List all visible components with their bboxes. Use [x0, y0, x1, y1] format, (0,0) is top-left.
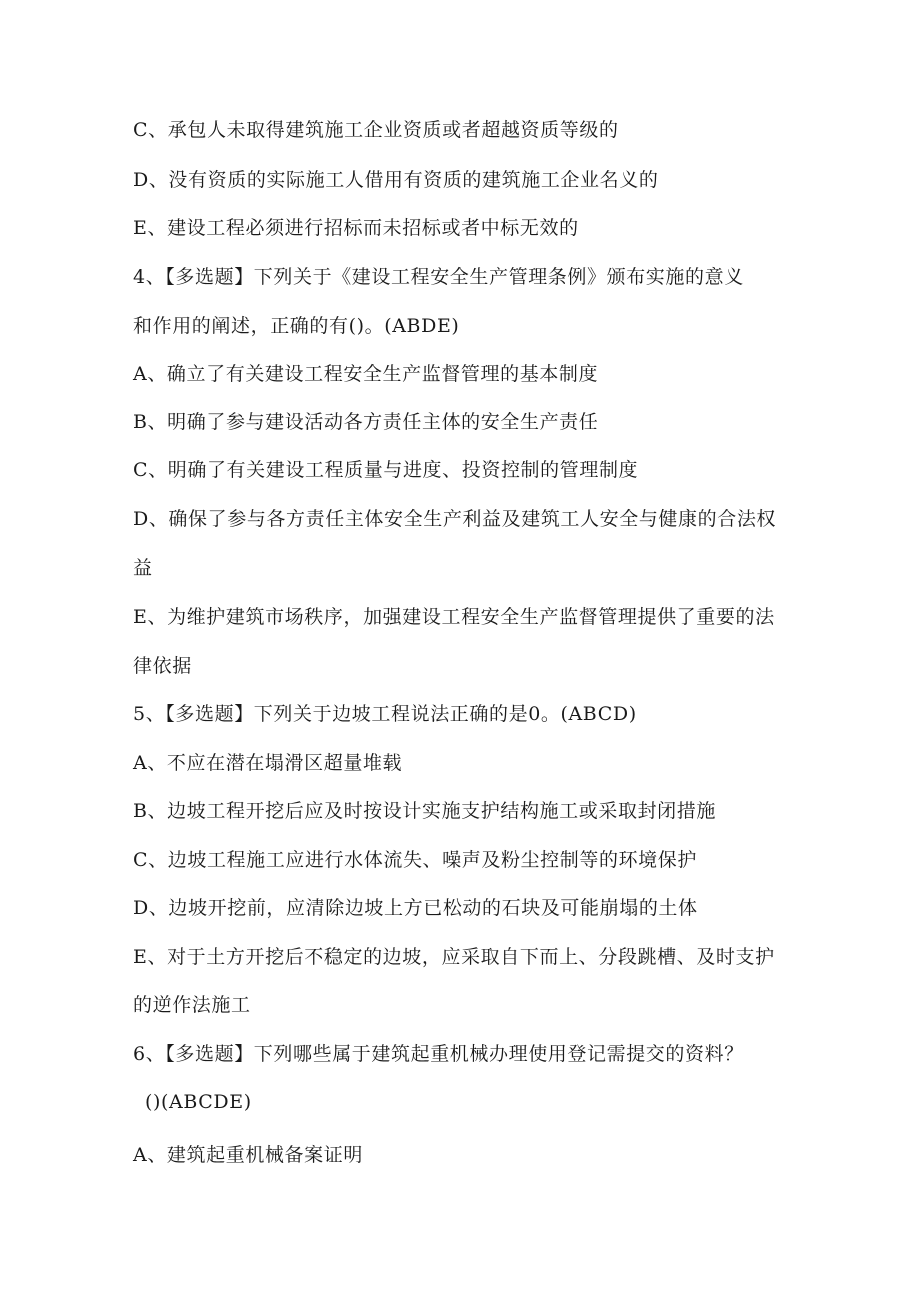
option-a-q4: A、确立了有关建设工程安全生产监督管理的基本制度 — [133, 363, 599, 385]
option-d-q4-line-2: 益 — [133, 557, 153, 579]
option-b-q5: B、边坡工程开挖后应及时按设计实施支护结构施工或采取封闭措施 — [133, 800, 716, 822]
option-d-q4-line-1: D、确保了参与各方责任主体安全生产利益及建筑工人安全与健康的合法权 — [133, 508, 777, 530]
option-e-q5-line-1: E、对于土方开挖后不稳定的边坡，应采取自下而上、分段跳槽、及时支护 — [133, 946, 775, 968]
option-c-q4: C、明确了有关建设工程质量与进度、投资控制的管理制度 — [133, 459, 639, 481]
question-6-line-2: ()(ABCDE) — [145, 1091, 252, 1113]
option-e-q4-line-1: E、为维护建筑市场秩序，加强建设工程安全生产监督管理提供了重要的法 — [133, 606, 775, 628]
option-e-q5-line-2: 的逆作法施工 — [133, 994, 251, 1016]
option-c-q3: C、承包人未取得建筑施工企业资质或者超越资质等级的 — [133, 119, 619, 141]
option-a-q6: A、建筑起重机械备案证明 — [133, 1144, 363, 1166]
option-d-q3: D、没有资质的实际施工人借用有资质的建筑施工企业名义的 — [133, 169, 659, 191]
option-b-q4: B、明确了参与建设活动各方责任主体的安全生产责任 — [133, 411, 599, 433]
option-e-q3: E、建设工程必须进行招标而未招标或者中标无效的 — [133, 217, 579, 239]
question-4-line-2: 和作用的阐述，正确的有()。(ABDE) — [133, 315, 460, 337]
option-c-q5: C、边坡工程施工应进行水体流失、噪声及粉尘控制等的环境保护 — [133, 849, 697, 871]
question-4-line-1: 4、【多选题】下列关于《建设工程安全生产管理条例》颁布实施的意义 — [133, 266, 744, 288]
question-6-line-1: 6、【多选题】下列哪些属于建筑起重机械办理使用登记需提交的资料？ — [133, 1043, 744, 1065]
question-5: 5、【多选题】下列关于边坡工程说法正确的是0。(ABCD) — [133, 703, 637, 725]
option-e-q4-line-2: 律依据 — [133, 655, 192, 677]
option-d-q5: D、边坡开挖前，应清除边坡上方已松动的石块及可能崩塌的土体 — [133, 897, 698, 919]
option-a-q5: A、不应在潜在塌滑区超量堆载 — [133, 752, 403, 774]
